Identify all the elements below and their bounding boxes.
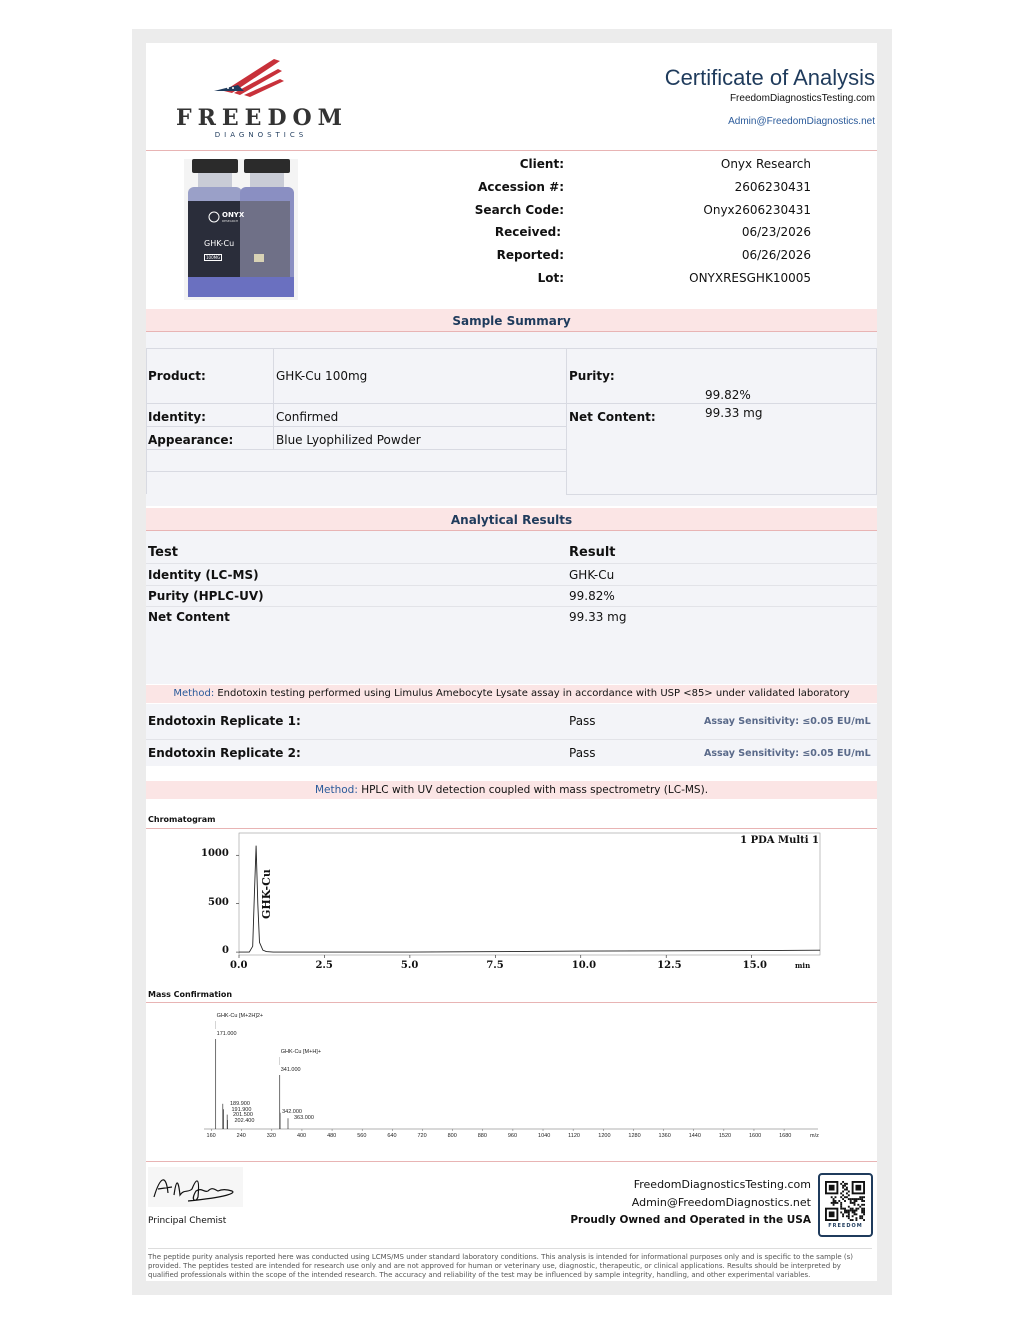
qr-module [857,1198,859,1200]
qr-module [854,1198,856,1200]
qr-module [854,1211,856,1213]
qr-module [840,1192,842,1194]
qr-module [840,1202,842,1204]
qr-module [844,1183,846,1185]
qr-module [852,1198,854,1200]
header-email[interactable]: Admin@FreedomDiagnostics.net [728,116,875,127]
qr-module [854,1210,856,1212]
purity-result: 99.82% [569,589,615,603]
qr-module [835,1202,837,1204]
header-divider [146,150,877,151]
qr-module [855,1217,857,1219]
sample-summary-header [146,309,877,332]
peak-label: GHK-Cu [260,869,273,919]
accession-label: Accession #: [478,180,564,194]
ms-peak-label: 171.000 [216,1031,237,1037]
qr-module [846,1187,848,1189]
qr-module [840,1206,842,1208]
qr-module [848,1215,850,1217]
qr-module [855,1210,857,1212]
footer-website[interactable]: FreedomDiagnosticsTesting.com [633,1178,811,1191]
ms-x-tick-label: 400 [296,1133,307,1139]
hplc-method-text: HPLC with UV detection coupled with mass spectrometry (LC-MS). [357,784,709,796]
signer-title: Principal Chemist [148,1216,227,1226]
received-label: Received: [494,225,561,239]
ms-peak-label: 191.900 [231,1106,252,1113]
qr-module [846,1215,848,1217]
qr-module [850,1210,852,1212]
endotoxin-rep1-label: Endotoxin Replicate 1: [148,714,301,728]
ms-x-tick-label: 800 [447,1133,457,1139]
qr-module [861,1204,863,1206]
search-code-label: Search Code: [474,203,564,217]
mass-confirmation-label: Mass Confirmation [148,990,233,999]
ms-peak-annotation: GHK-Cu [M+2H]2+ [216,1013,264,1019]
reported-label: Reported: [496,248,564,262]
ms-x-tick-label: 1280 [628,1133,641,1139]
qr-module [840,1208,842,1210]
qr-module [852,1202,854,1204]
lot-value: ONYXRESGHK10005 [689,271,811,285]
qr-module [844,1189,846,1191]
qr-module [855,1198,857,1200]
ms-x-tick-label: 640 [387,1133,397,1139]
qr-module [835,1196,837,1198]
identity-test: Identity (LC-MS) [148,568,259,582]
qr-module [861,1198,863,1200]
qr-module [859,1206,861,1208]
ms-x-tick-label: 960 [507,1133,518,1139]
qr-module [861,1200,863,1202]
qr-module [863,1208,865,1210]
ms-x-tick-label: 720 [417,1133,427,1139]
signature-icon [148,1167,243,1207]
chromatogram-xlabel: min [795,961,811,970]
ms-x-tick-label: 1600 [748,1133,762,1139]
qr-module [840,1196,842,1198]
appearance-label: Appearance: [148,433,234,447]
chromatogram-label: Chromatogram [148,815,216,824]
document-title: Certificate of Analysis [664,65,875,90]
vial-dose: 100MG [206,255,221,260]
qr-module [846,1210,848,1212]
disclaimer: The peptide purity analysis reported here was conducted using LCMS/MS under standard laboratory conditions. This analysis is intended for informational purposes only and is specific to the sample (s) provided. The peptides tested are intended for research use only and are not approved for human or veterinary use, diagnostic, therapeutic, or clinical applications. Results should be interpreted by qualified professionals within the scope of the intended research. The accuracy and reliability of the test may be influenced by sample integrity, handling, and other experimental variables. [148,1248,872,1280]
qr-module [842,1215,844,1217]
reported-value: 06/26/2026 [741,248,811,262]
mass-spectrum-chart [146,1003,877,1143]
qr-module [833,1200,835,1202]
y-tick-label: 0 [222,945,229,957]
chromatogram-trace [239,846,820,953]
vial-product: GHK-Cu [204,239,235,248]
qr-module [831,1202,833,1204]
ms-x-tick-label: 560 [357,1133,367,1139]
qr-finder-core [829,1185,835,1191]
net-content-result: 99.33 mg [569,610,627,624]
endotoxin-rep2-result: Pass [569,746,596,760]
client-label: Client: [519,157,564,171]
qr-module [850,1200,852,1202]
qr-module [861,1211,863,1213]
qr-module [846,1183,848,1185]
endotoxin-rep2-sensitivity: Assay Sensitivity: ≤0.05 EU/mL [704,748,871,759]
ms-x-tick-label: 480 [327,1133,337,1139]
qr-module [863,1211,865,1213]
qr-module [863,1204,865,1206]
ms-peak-label: 202.400 [234,1117,255,1124]
analytical-results-title: Analytical Results [450,513,573,527]
header-website[interactable]: FreedomDiagnosticsTesting.com [729,93,875,104]
ms-xlabel: m/z [810,1133,819,1139]
ms-x-tick-label: 160 [206,1133,216,1139]
x-tick-label: 7.5 [486,960,504,971]
x-tick-label: 2.5 [315,960,333,971]
footer-email[interactable]: Admin@FreedomDiagnostics.net [631,1196,811,1209]
product-value: GHK-Cu 100mg [276,369,368,383]
accession-value: 2606230431 [734,180,811,194]
qr-module [848,1213,850,1215]
qr-module [852,1208,854,1210]
x-tick-label: 15.0 [742,960,767,971]
qr-module [844,1210,846,1212]
qr-module [859,1198,861,1200]
qr-module [854,1202,856,1204]
x-tick-label: 10.0 [571,960,597,971]
qr-module [848,1217,850,1219]
hplc-method-bar [146,781,877,799]
ms-x-tick-label: 1520 [718,1133,732,1139]
qr-module [833,1198,835,1200]
certificate-page [146,43,877,1281]
qr-module [844,1200,846,1202]
qr-module [861,1217,863,1219]
qr-module [840,1183,842,1185]
qr-finder-core [829,1211,835,1217]
qr-module [848,1198,850,1200]
hplc-method-label: Method: [314,784,358,796]
sample-summary-panel [146,332,877,506]
qr-module [848,1211,850,1213]
qr-module [857,1208,859,1210]
lot-label: Lot: [537,271,564,285]
test-column-header: Test [148,545,178,560]
ms-peak-annotation: GHK-Cu [M+H]+ [280,1049,322,1055]
qr-module [854,1200,856,1202]
purity-label: Purity: [569,369,615,383]
qr-module [842,1181,844,1183]
qr-module [842,1185,844,1187]
x-tick-label: 0.0 [230,960,248,971]
identity-value: Confirmed [276,410,339,424]
qr-code-icon [825,1181,865,1221]
ms-peak-label: 342.000 [282,1109,302,1115]
endotoxin-rep2-label: Endotoxin Replicate 2: [148,746,301,760]
qr-module [848,1194,850,1196]
qr-module [859,1217,861,1219]
client-value: Onyx Research [720,157,811,171]
qr-module [863,1219,865,1221]
chromatogram-svg [146,829,877,991]
qr-module [842,1198,844,1200]
qr-module [855,1213,857,1215]
qr-finder-core [855,1185,861,1191]
qr-module [852,1219,854,1221]
qr-module [848,1191,850,1193]
ms-peak-label: 341.000 [280,1067,301,1073]
signature [148,1167,243,1207]
qr-module [842,1191,844,1193]
sample-summary-title: Sample Summary [452,314,571,328]
logo-sub: DIAGNOSTICS [214,131,308,139]
freedom-logo [176,51,349,141]
endotoxin-rep1-result: Pass [569,714,596,728]
qr-module [863,1200,865,1202]
qr-module [844,1196,846,1198]
flag-wings-icon [214,51,294,99]
qr-module [840,1204,842,1206]
qr-module [846,1211,848,1213]
net-content-test: Net Content [148,610,230,624]
qr-module [859,1196,861,1198]
qr-module [850,1202,852,1204]
qr-module [857,1204,859,1206]
qr-module [863,1196,865,1198]
qr-module [850,1198,852,1200]
ms-x-tick-label: 320 [266,1133,276,1139]
qr-module [855,1200,857,1202]
ms-peak-label: 189.900 [230,1101,250,1107]
qr-module [844,1208,846,1210]
qr-module [842,1213,844,1215]
product-vial-image [184,159,298,300]
result-column-header: Result [569,545,616,560]
endotoxin-method-text: Endotoxin testing performed using Limulus Amebocyte Lysate assay in accordance with USP <85> under validated laboratory [217,688,850,699]
qr-module [861,1210,863,1212]
qr-module [840,1211,842,1213]
x-tick-label: 12.5 [657,960,682,971]
qr-module [863,1210,865,1212]
net-content-label: Net Content: [569,410,656,424]
logo-name: FREEDOM [176,105,349,131]
qr-module [854,1204,856,1206]
chromatogram-frame [239,833,820,955]
qr-module [861,1196,863,1198]
qr-module [855,1219,857,1221]
ms-x-tick-label: 1440 [688,1133,701,1139]
qr-module [852,1210,854,1212]
qr-module [855,1208,857,1210]
endotoxin-method-label: Method: [173,688,215,699]
qr-module [844,1211,846,1213]
footer-tagline: Proudly Owned and Operated in the USA [570,1214,811,1226]
ms-x-tick-label: 1680 [779,1133,792,1139]
qr-module [848,1210,850,1212]
qr-module [833,1202,835,1204]
qr-module [842,1208,844,1210]
endotoxin-rep1-sensitivity: Assay Sensitivity: ≤0.05 EU/mL [704,716,871,727]
qr-module [836,1202,838,1204]
ms-x-tick-label: 1200 [598,1133,611,1139]
purity-value: 99.82% [705,388,751,402]
qr-module [850,1208,852,1210]
y-tick-label: 500 [208,896,229,908]
qr-module [852,1215,854,1217]
vial-brand-sub: RESEARCH [222,219,239,223]
qr-module [835,1200,837,1202]
qr-module [846,1189,848,1191]
qr-module [859,1215,861,1217]
x-tick-label: 5.0 [400,960,419,971]
qr-module [854,1213,856,1215]
endotoxin-method-bar [146,685,877,703]
qr-module [846,1196,848,1198]
ms-x-tick-label: 880 [477,1133,487,1139]
product-label: Product: [148,369,206,383]
qr-module [844,1185,846,1187]
identity-result: GHK-Cu [569,568,615,582]
mass-spectrum-svg [146,1003,877,1143]
qr-module [850,1219,852,1221]
analytical-results-header [146,508,877,531]
ms-peak-label: 201.500 [233,1112,253,1118]
qr-module [846,1192,848,1194]
ms-x-tick-label: 240 [236,1133,246,1139]
qr-code[interactable] [818,1173,873,1237]
qr-brand: FREEDOM [828,1223,863,1229]
vial-brand: ONYX [222,211,245,219]
ms-x-tick-label: 1120 [568,1133,580,1139]
qr-module [848,1206,850,1208]
qr-module [838,1200,840,1202]
ms-x-tick-label: 1360 [658,1133,671,1139]
ms-peak-label: 363.000 [294,1115,314,1121]
y-tick-label: 1000 [201,848,229,860]
chromatogram-title: 1 PDA Multi 1 [740,835,819,846]
received-value: 06/23/2026 [741,225,811,239]
qr-module [861,1208,863,1210]
ms-x-tick-label: 1040 [538,1133,551,1139]
net-content-value: 99.33 mg [705,406,763,420]
qr-module [852,1211,854,1213]
qr-module [863,1213,865,1215]
qr-module [842,1187,844,1189]
qr-module [831,1196,833,1198]
appearance-value: Blue Lyophilized Powder [276,433,421,447]
qr-module [833,1204,835,1206]
qr-module [842,1194,844,1196]
qr-module [861,1215,863,1217]
search-code-value: Onyx2606230431 [703,203,811,217]
purity-test: Purity (HPLC-UV) [148,589,264,603]
chromatogram-chart [146,829,877,991]
analytical-results-panel [146,531,877,684]
identity-label: Identity: [148,410,206,424]
